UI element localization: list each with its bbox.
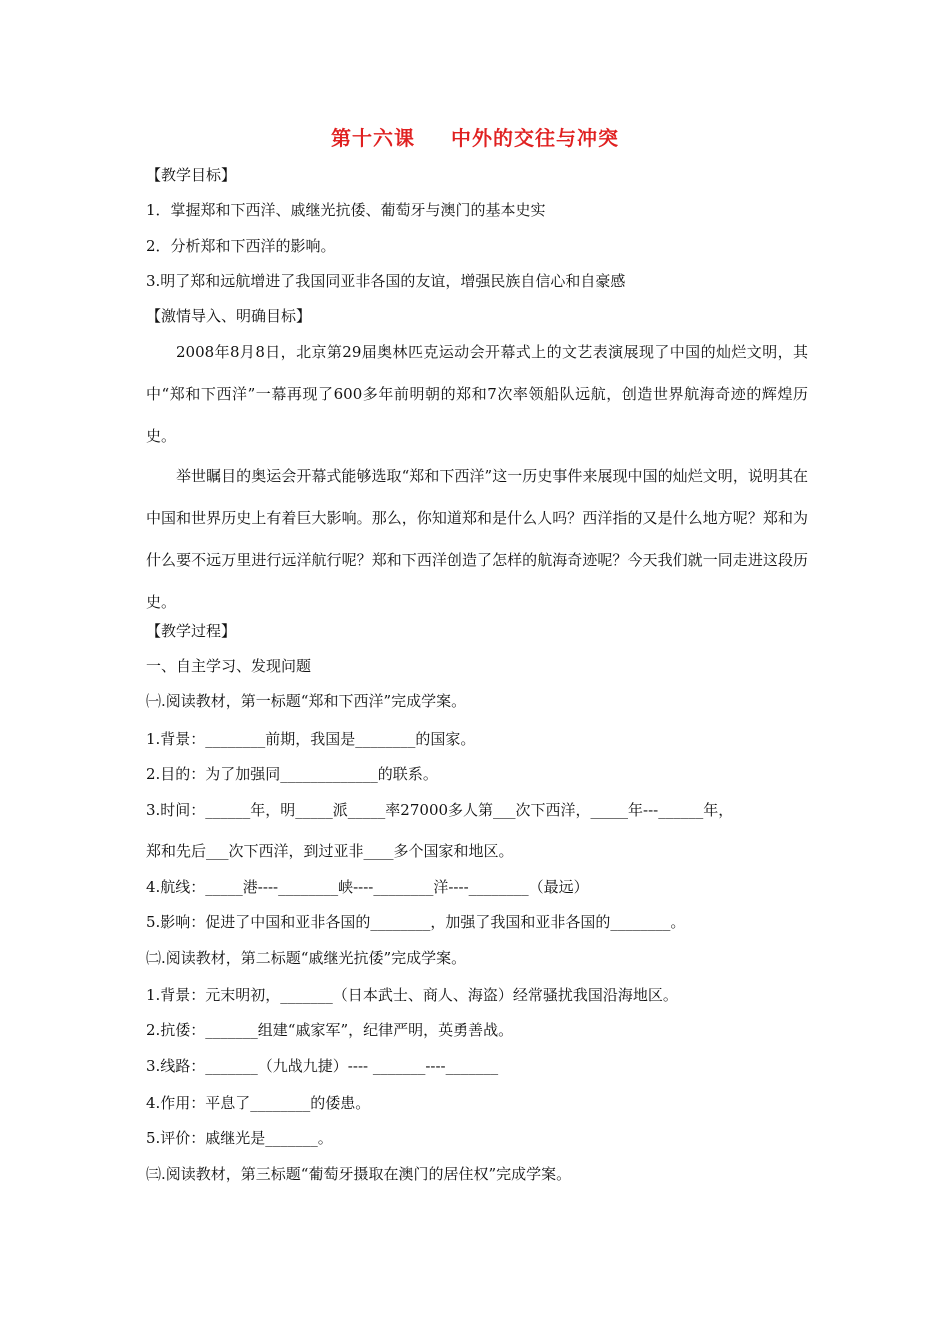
lesson-number: 第十六课 [331, 126, 415, 150]
section-2-item: 5.评价：戚继光是_______。 [146, 1129, 333, 1147]
section-1-intro: ㈠.阅读教材，第一标题“郑和下西洋”完成学案。 [146, 692, 467, 710]
process-part-1: 一、自主学习、发现问题 [146, 657, 312, 675]
section-1-item: 2.目的：为了加强同_____________的联系。 [146, 765, 438, 783]
section-2-intro: ㈡.阅读教材，第二标题“戚继光抗倭”完成学案。 [146, 949, 467, 967]
section-2-item: 1.背景：元末明初，_______（日本武士、商人、海盗）经常骚扰我国沿海地区。 [146, 986, 678, 1004]
lesson-topic: 中外的交往与冲突 [451, 126, 619, 150]
section-3-intro: ㈢.阅读教材，第三标题“葡萄牙摄取在澳门的居住权”完成学案。 [146, 1165, 572, 1183]
lesson-title [0, 122, 950, 151]
section-1-item: 5.影响：促进了中国和亚非各国的________，加强了我国和亚非各国的________。 [146, 913, 686, 931]
section-1-item: 1.背景：________前期，我国是________的国家。 [146, 730, 476, 748]
intro-heading: 【激情导入、明确目标】 [146, 307, 312, 325]
section-1-item: 3.时间：______年，明_____派_____率27000多人第___次下西洋，_____年---______年， [146, 801, 734, 819]
objective-item-2: 2．分析郑和下西洋的影响。 [146, 237, 336, 255]
section-2-item: 4.作用：平息了________的倭患。 [146, 1094, 371, 1112]
section-1-item: 郑和先后___次下西洋，到过亚非____多个国家和地区。 [146, 842, 514, 860]
section-2-item: 3.线路：_______（九战九捷）---- _______----_______ [146, 1057, 499, 1075]
objectives-heading: 【教学目标】 [146, 166, 237, 184]
process-heading: 【教学过程】 [146, 622, 237, 640]
section-2-item: 2.抗倭：_______组建“戚家军”，纪律严明，英勇善战。 [146, 1021, 514, 1039]
intro-paragraph-1: 2008年8月8日，北京第29届奥林匹克运动会开幕式上的文艺表演展现了中国的灿烂文明，其中“郑和下西洋”一幕再现了600多年前明朝的郑和7次率领船队远航，创造世界航海奇迹的辉煌历史。 [146, 343, 808, 445]
objective-item-1: 1．掌握郑和下西洋、戚继光抗倭、葡萄牙与澳门的基本史实 [146, 201, 546, 219]
intro-paragraph-2: 举世瞩目的奥运会开幕式能够选取“郑和下西洋”这一历史事件来展现中国的灿烂文明，说明其在中国和世界历史上有着巨大影响。那么，你知道郑和是什么人吗？西洋指的又是什么地方呢？郑和为什么要不远万里进行远洋航行呢？郑和下西洋创造了怎样的航海奇迹呢？今天我们就一同走进这段历史。 [146, 467, 808, 611]
objective-item-3: 3.明了郑和远航增进了我国同亚非各国的友谊，增强民族自信心和自豪感 [146, 272, 626, 290]
section-1-item: 4.航线：_____港----________峡----________洋----________（最远） [146, 878, 589, 896]
